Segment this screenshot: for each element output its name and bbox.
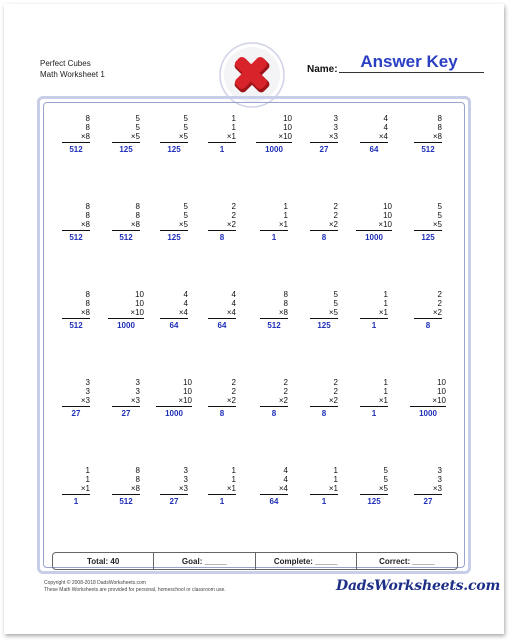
answer: 1000: [265, 145, 283, 154]
answer: 1000: [165, 409, 183, 418]
operand-1: 2: [333, 378, 338, 387]
multiplier: ×10: [378, 220, 392, 229]
answer-rule: [414, 230, 442, 231]
answer: 512: [69, 233, 83, 242]
problem: [160, 466, 188, 506]
problem: [260, 466, 288, 506]
answer-rule: [108, 318, 144, 319]
goal-cell: Goal: _____: [154, 553, 255, 569]
answer: 64: [217, 321, 227, 330]
operand-1: 2: [333, 202, 338, 211]
multiplier: ×1: [226, 132, 236, 141]
problem: [112, 202, 140, 242]
multiplier: ×2: [328, 396, 338, 405]
answer-rule: [112, 494, 140, 495]
multiplier: ×5: [378, 484, 388, 493]
answer-rule: [360, 142, 388, 143]
correct-cell: Correct: _____: [379, 556, 435, 566]
multiplier: ×8: [130, 484, 140, 493]
problem: [410, 378, 446, 418]
multiplier: ×2: [226, 396, 236, 405]
answer: 27: [423, 497, 433, 506]
problem: [360, 378, 388, 418]
answer-rule: [260, 494, 288, 495]
problem: [260, 378, 288, 418]
operand-1: 2: [437, 290, 442, 299]
operand-2: 1: [85, 475, 90, 484]
answer-rule: [356, 230, 392, 231]
multiplier: ×8: [432, 132, 442, 141]
problems-frame-inner: [43, 102, 465, 568]
answer-rule: [160, 318, 188, 319]
answer: 1: [271, 233, 277, 242]
answer-rule: [310, 230, 338, 231]
answer: 27: [169, 497, 179, 506]
name-underline: [339, 72, 484, 73]
multiplier: ×10: [178, 396, 192, 405]
problem: [360, 114, 388, 154]
operand-2: 8: [85, 123, 90, 132]
problem: [414, 290, 442, 330]
multiplier: ×2: [432, 308, 442, 317]
answer-rule: [310, 318, 338, 319]
problem: [160, 290, 188, 330]
operand-2: 5: [333, 299, 338, 308]
multiplier: ×1: [378, 396, 388, 405]
multiplier: ×8: [130, 220, 140, 229]
operand-2: 3: [85, 387, 90, 396]
operand-2: 2: [283, 387, 288, 396]
multiplier: ×5: [432, 220, 442, 229]
problem: [62, 378, 90, 418]
answer: 1: [371, 321, 377, 330]
operand-1: 10: [283, 114, 292, 123]
answer-rule: [360, 318, 388, 319]
operand-2: 4: [231, 299, 236, 308]
answer: 1000: [365, 233, 383, 242]
answer-rule: [160, 494, 188, 495]
name-label: Name:: [307, 64, 338, 75]
worksheet-title: [40, 58, 105, 80]
operand-1: 1: [85, 466, 90, 475]
operand-1: 8: [85, 202, 90, 211]
answer-rule: [160, 142, 188, 143]
operand-1: 4: [383, 114, 388, 123]
multiplier: ×3: [178, 484, 188, 493]
operand-1: 10: [437, 378, 446, 387]
answer: 27: [71, 409, 81, 418]
multiplier: ×8: [80, 132, 90, 141]
problem: [112, 114, 140, 154]
answer-rule: [208, 318, 236, 319]
problem: [208, 202, 236, 242]
operand-1: 4: [231, 290, 236, 299]
complete-cell: Complete: _____: [256, 553, 357, 569]
multiplier: ×8: [80, 220, 90, 229]
multiplier: ×4: [378, 132, 388, 141]
problem: [160, 202, 188, 242]
operand-1: 1: [283, 202, 288, 211]
answer: 125: [421, 233, 435, 242]
problem: [414, 202, 442, 242]
operand-1: 1: [383, 290, 388, 299]
operand-1: 3: [85, 378, 90, 387]
problem: [310, 114, 338, 154]
operand-2: 2: [333, 211, 338, 220]
operand-2: 5: [383, 475, 388, 484]
operand-1: 5: [383, 466, 388, 475]
operand-2: 2: [231, 211, 236, 220]
operand-2: 1: [383, 387, 388, 396]
operand-1: 5: [437, 202, 442, 211]
operand-2: 5: [135, 123, 140, 132]
multiplier: ×10: [278, 132, 292, 141]
operand-2: 8: [135, 475, 140, 484]
answer-rule: [62, 406, 90, 407]
operand-2: 10: [183, 387, 192, 396]
operand-2: 8: [437, 123, 442, 132]
operand-2: 4: [383, 123, 388, 132]
multiplier: ×2: [226, 220, 236, 229]
answer-rule: [112, 142, 140, 143]
multiplier: ×10: [130, 308, 144, 317]
answer-rule: [260, 406, 288, 407]
multiplier: ×1: [80, 484, 90, 493]
answer-rule: [260, 318, 288, 319]
operand-1: 5: [333, 290, 338, 299]
multiplier: ×4: [178, 308, 188, 317]
operand-1: 10: [383, 202, 392, 211]
problem: [108, 290, 144, 330]
answer-key-label: Answer Key: [360, 52, 458, 71]
copyright-notice: [44, 580, 226, 594]
copyright-line-1: Copyright © 2008-2018 DadsWorksheets.com: [44, 580, 146, 586]
multiplier: ×3: [432, 484, 442, 493]
answer: 8: [321, 233, 327, 242]
answer-rule: [208, 406, 236, 407]
problem: [208, 466, 236, 506]
multiplier: ×5: [130, 132, 140, 141]
multiplier: ×1: [226, 484, 236, 493]
answer: 125: [367, 497, 381, 506]
answer: 1: [371, 409, 377, 418]
operand-1: 8: [437, 114, 442, 123]
answer: 1000: [419, 409, 437, 418]
multiplier: ×4: [226, 308, 236, 317]
problem: [310, 202, 338, 242]
title-line-1: Perfect Cubes: [40, 59, 91, 68]
operand-1: 3: [333, 114, 338, 123]
operand-1: 4: [283, 466, 288, 475]
operand-2: 10: [437, 387, 446, 396]
operand-1: 1: [231, 466, 236, 475]
answer: 125: [167, 233, 181, 242]
multiplier: ×4: [278, 484, 288, 493]
problem: [208, 378, 236, 418]
operand-2: 8: [85, 299, 90, 308]
answer: 27: [121, 409, 131, 418]
answer: 8: [219, 233, 225, 242]
problem: [310, 290, 338, 330]
answer: 8: [219, 409, 225, 418]
problem: [356, 202, 392, 242]
multiplier: ×8: [278, 308, 288, 317]
answer-rule: [62, 494, 90, 495]
answer: 1: [73, 497, 79, 506]
answer: 125: [317, 321, 331, 330]
answer: 64: [169, 321, 179, 330]
answer: 8: [321, 409, 327, 418]
operand-2: 10: [283, 123, 292, 132]
answer-rule: [410, 406, 446, 407]
operand-1: 1: [231, 114, 236, 123]
operand-2: 10: [135, 299, 144, 308]
answer-rule: [156, 406, 192, 407]
multiplier: ×10: [432, 396, 446, 405]
multiplier: ×1: [328, 484, 338, 493]
answer: 1: [219, 497, 225, 506]
problem: [62, 466, 90, 506]
operand-1: 2: [283, 378, 288, 387]
multiplier: ×1: [278, 220, 288, 229]
operand-1: 8: [85, 114, 90, 123]
answer: 1: [321, 497, 327, 506]
operand-1: 1: [383, 378, 388, 387]
operand-2: 4: [283, 475, 288, 484]
problem: [360, 290, 388, 330]
answer: 512: [119, 233, 133, 242]
operand-1: 8: [283, 290, 288, 299]
problem: [414, 466, 442, 506]
problem: [112, 466, 140, 506]
problem: [62, 114, 90, 154]
answer: 125: [167, 145, 181, 154]
multiplier: ×3: [130, 396, 140, 405]
answer-rule: [414, 318, 442, 319]
problem: [256, 114, 292, 154]
operand-1: 8: [85, 290, 90, 299]
answer-rule: [208, 230, 236, 231]
operand-2: 8: [283, 299, 288, 308]
multiplier: ×5: [178, 220, 188, 229]
answer-rule: [62, 142, 90, 143]
operand-2: 10: [383, 211, 392, 220]
operand-1: 3: [135, 378, 140, 387]
operand-1: 5: [183, 114, 188, 123]
problem: [62, 290, 90, 330]
problem: [208, 290, 236, 330]
answer-rule: [260, 230, 288, 231]
answer: 64: [269, 497, 279, 506]
problem: [208, 114, 236, 154]
operand-1: 1: [333, 466, 338, 475]
brand-logo: DadsWorksheets.com: [336, 578, 501, 594]
problem: [414, 114, 442, 154]
answer: 512: [69, 321, 83, 330]
operand-2: 1: [383, 299, 388, 308]
operand-2: 3: [183, 475, 188, 484]
operand-1: 8: [135, 466, 140, 475]
copyright-line-2: These Math Worksheets are provided for personal, homeschool or classroom use.: [44, 587, 226, 593]
problem: [310, 466, 338, 506]
operand-2: 4: [183, 299, 188, 308]
multiplier: ×2: [328, 220, 338, 229]
answer-rule: [62, 318, 90, 319]
operand-2: 1: [231, 123, 236, 132]
answer-rule: [360, 406, 388, 407]
problem: [112, 378, 140, 418]
operand-2: 8: [135, 211, 140, 220]
total-cell: Total: 40: [53, 553, 154, 569]
answer-rule: [360, 494, 388, 495]
operand-2: 8: [85, 211, 90, 220]
problem: [360, 466, 388, 506]
problem: [260, 202, 288, 242]
operand-2: 3: [437, 475, 442, 484]
operand-2: 5: [437, 211, 442, 220]
operand-1: 4: [183, 290, 188, 299]
multiplier: ×3: [80, 396, 90, 405]
answer: 1000: [117, 321, 135, 330]
operand-2: 2: [231, 387, 236, 396]
operand-2: 3: [135, 387, 140, 396]
operand-1: 10: [135, 290, 144, 299]
problem: [62, 202, 90, 242]
operand-2: 1: [231, 475, 236, 484]
answer-rule: [256, 142, 292, 143]
answer-rule: [310, 494, 338, 495]
operand-2: 2: [437, 299, 442, 308]
operand-2: 5: [183, 211, 188, 220]
operand-1: 8: [135, 202, 140, 211]
answer-rule: [62, 230, 90, 231]
answer-rule: [310, 142, 338, 143]
multiplier: ×5: [178, 132, 188, 141]
answer: 1: [219, 145, 225, 154]
operand-2: 1: [333, 475, 338, 484]
operand-2: 3: [333, 123, 338, 132]
operand-1: 5: [183, 202, 188, 211]
answer: 27: [319, 145, 329, 154]
problem: [160, 114, 188, 154]
answer-rule: [310, 406, 338, 407]
answer-rule: [208, 494, 236, 495]
answer: 512: [267, 321, 281, 330]
operand-2: 2: [333, 387, 338, 396]
multiplier: ×2: [278, 396, 288, 405]
problem: [156, 378, 192, 418]
operand-1: 10: [183, 378, 192, 387]
answer: 512: [119, 497, 133, 506]
answer-rule: [414, 494, 442, 495]
problem: [260, 290, 288, 330]
score-box: [52, 552, 458, 570]
answer-rule: [112, 230, 140, 231]
operand-2: 1: [283, 211, 288, 220]
title-line-2: Math Worksheet 1: [40, 70, 105, 79]
answer-rule: [160, 230, 188, 231]
multiplier: ×1: [378, 308, 388, 317]
answer-rule: [112, 406, 140, 407]
answer-rule: [414, 142, 442, 143]
answer: 512: [421, 145, 435, 154]
answer: 8: [425, 321, 431, 330]
problem: [310, 378, 338, 418]
operand-1: 2: [231, 202, 236, 211]
multiplier: ×3: [328, 132, 338, 141]
answer: 512: [69, 145, 83, 154]
answer-rule: [208, 142, 236, 143]
multiplier: ×8: [80, 308, 90, 317]
answer: 125: [119, 145, 133, 154]
operand-2: 5: [183, 123, 188, 132]
operand-1: 2: [231, 378, 236, 387]
multiplier: ×5: [328, 308, 338, 317]
answer: 8: [271, 409, 277, 418]
answer: 64: [369, 145, 379, 154]
operand-1: 5: [135, 114, 140, 123]
operand-1: 3: [437, 466, 442, 475]
operand-1: 3: [183, 466, 188, 475]
